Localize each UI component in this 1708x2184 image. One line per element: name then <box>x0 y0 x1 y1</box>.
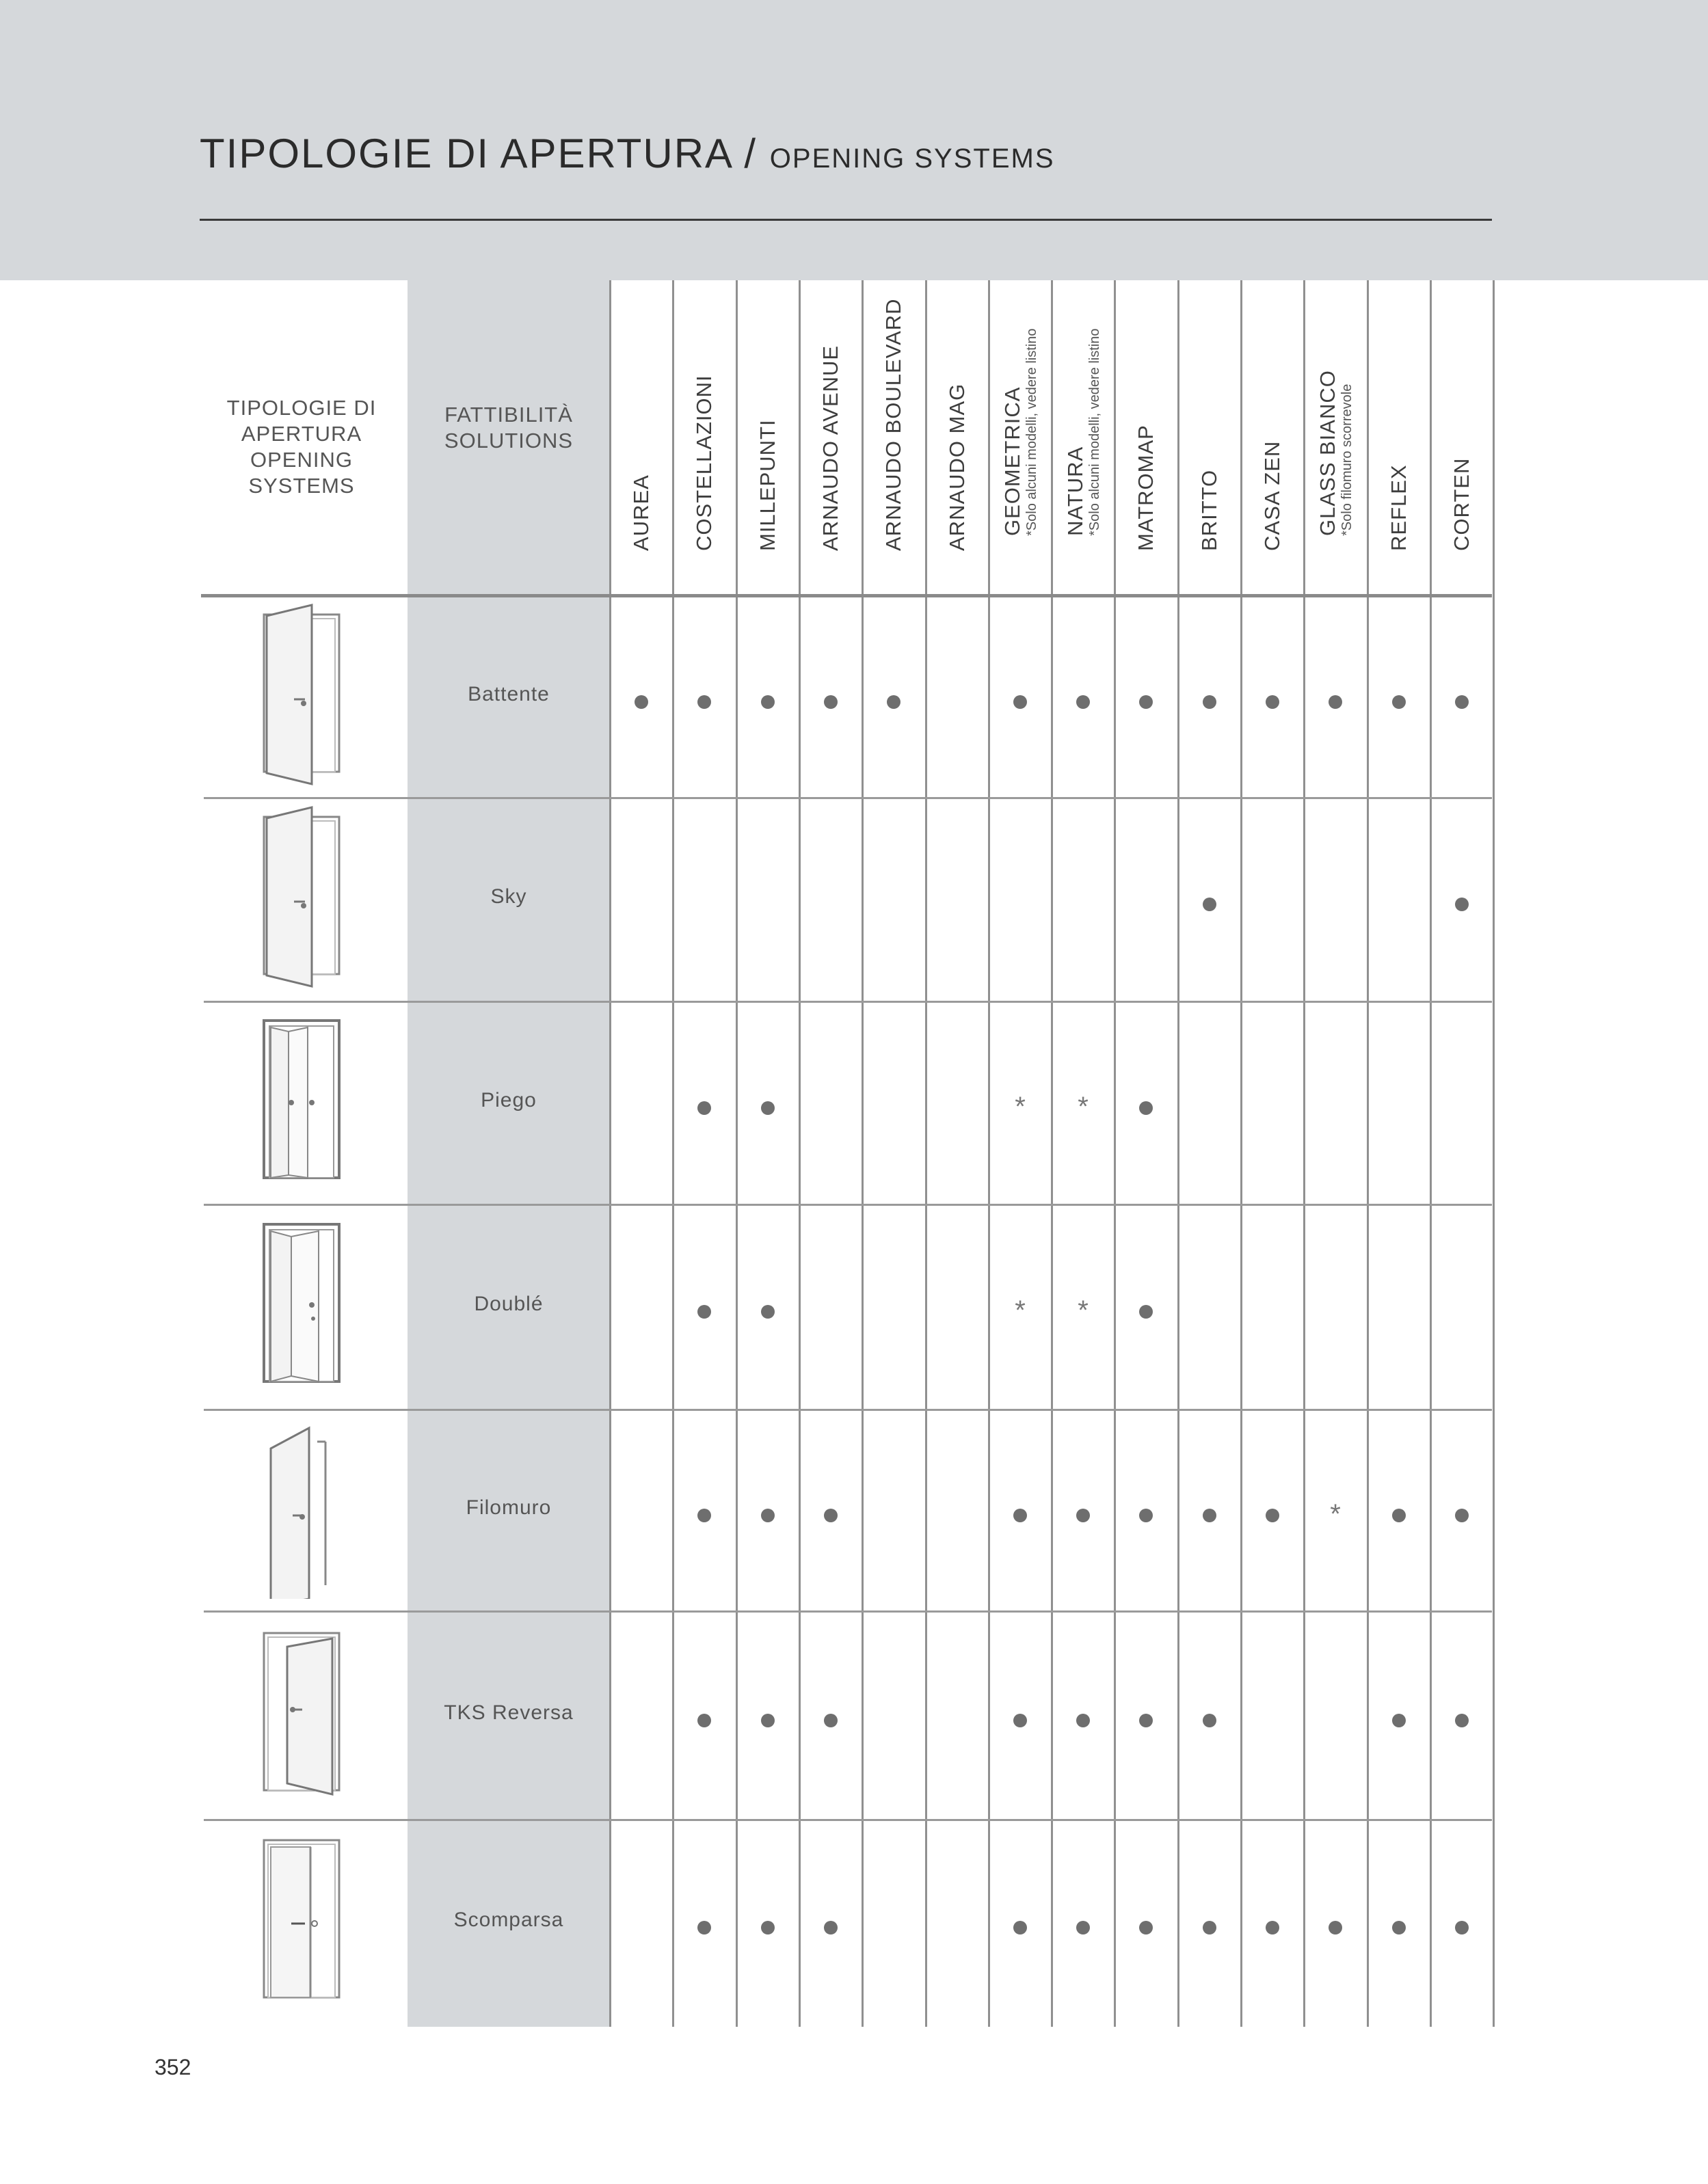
availability-dot <box>799 1500 862 1528</box>
column-name: ARNAUDO MAG <box>945 383 969 551</box>
solutions-column-band <box>408 280 610 2027</box>
availability-dot <box>1367 687 1430 714</box>
solutions-header <box>408 402 610 454</box>
availability-dot <box>1178 1706 1241 1733</box>
column-name: GEOMETRICA <box>1000 386 1024 536</box>
availability-dot <box>1052 687 1115 714</box>
column-header <box>1241 301 1304 574</box>
availability-dot <box>673 1500 736 1528</box>
reverse-door-icon <box>257 1619 346 1804</box>
column-header <box>862 298 925 574</box>
column-header-text <box>1064 329 1102 537</box>
title-sub: OPENING SYSTEMS <box>769 144 1055 174</box>
availability-dot <box>673 1913 736 1940</box>
page-number: 352 <box>155 2055 191 2079</box>
opening-type-label: Filomuro <box>466 1496 552 1519</box>
column-header-text <box>819 345 842 551</box>
folding-door-icon <box>257 1007 346 1191</box>
availability-dot <box>1052 1706 1115 1733</box>
availability-dot <box>673 1297 736 1324</box>
solutions-header-line: SOLUTIONS <box>444 429 574 453</box>
column-header <box>1430 301 1493 574</box>
column-header-text <box>1387 464 1411 551</box>
availability-dot <box>1178 1913 1241 1940</box>
availability-dot <box>799 687 862 714</box>
availability-dot <box>736 1093 799 1120</box>
column-header <box>799 301 862 574</box>
opening-type-label: Doublé <box>474 1293 544 1315</box>
column-name: ARNAUDO AVENUE <box>818 345 842 551</box>
availability-dot <box>1052 1500 1115 1528</box>
column-header-text <box>1450 458 1473 551</box>
column-header-text <box>882 298 905 551</box>
column-header-text <box>1198 470 1221 551</box>
row-divider <box>204 1819 1492 1821</box>
column-note: *Solo filomuro scorrevole <box>1339 383 1355 536</box>
column-header-text <box>1316 370 1355 536</box>
double-folding-door-icon <box>257 1211 346 1395</box>
title-main: TIPOLOGIE DI APERTURA / <box>200 131 770 176</box>
partial-availability-star: * <box>1078 1092 1089 1122</box>
availability-dot <box>1178 687 1241 714</box>
availability-dot <box>862 687 925 714</box>
opening-type-label: Piego <box>481 1089 537 1111</box>
column-note: *Solo alcuni modelli, vedere listino <box>1024 328 1039 536</box>
column-name: GLASS BIANCO <box>1316 370 1339 536</box>
column-name: CORTEN <box>1450 457 1473 551</box>
availability-dot <box>673 1093 736 1120</box>
availability-dot <box>1430 1706 1493 1733</box>
column-name: REFLEX <box>1387 464 1411 551</box>
opening-type-label: Battente <box>468 683 550 705</box>
hinged-door-icon <box>257 601 346 785</box>
availability-dot <box>1430 687 1493 714</box>
partial-availability-star: * <box>1078 1295 1089 1325</box>
page-title <box>200 130 1055 177</box>
availability-dot <box>1241 687 1304 714</box>
hinged-door-icon <box>257 803 346 988</box>
availability-dot <box>736 1297 799 1324</box>
column-header <box>1178 301 1241 574</box>
availability-dot <box>1115 1500 1177 1528</box>
partial-availability-star: * <box>1330 1499 1341 1529</box>
row-divider <box>204 1204 1492 1206</box>
column-header <box>989 301 1052 574</box>
solutions-header-line: FATTIBILITÀ <box>444 403 573 427</box>
partial-availability-star: * <box>1015 1092 1026 1122</box>
column-header-text <box>756 419 779 551</box>
availability-dot <box>989 687 1052 714</box>
availability-dot <box>1367 1913 1430 1940</box>
column-header <box>610 301 673 574</box>
column-header-text <box>1001 329 1039 537</box>
availability-dot <box>1178 1500 1241 1528</box>
left-header-line: APERTURA <box>241 422 362 446</box>
availability-dot <box>1367 1500 1430 1528</box>
column-name: MATROMAP <box>1134 424 1158 551</box>
availability-dot <box>989 1913 1052 1940</box>
column-name: MILLEPUNTI <box>756 419 779 551</box>
column-header <box>736 301 799 574</box>
flush-door-icon <box>257 1414 346 1599</box>
availability-dot <box>736 687 799 714</box>
left-header-line: TIPOLOGIE DI <box>226 396 377 420</box>
row-divider <box>204 1409 1492 1411</box>
column-header-text <box>693 375 716 551</box>
opening-type-label: TKS Reversa <box>444 1701 574 1724</box>
column-name: BRITTO <box>1197 469 1221 551</box>
column-header-text <box>946 383 969 551</box>
availability-dot <box>1115 1093 1177 1120</box>
column-header-text <box>1261 441 1284 551</box>
title-rule <box>200 219 1492 221</box>
column-name: CASA ZEN <box>1260 440 1284 551</box>
column-name: COSTELLAZIONI <box>692 375 716 551</box>
availability-dot <box>1115 687 1177 714</box>
column-header-text <box>1134 424 1158 551</box>
availability-dot <box>736 1500 799 1528</box>
column-name: NATURA <box>1063 446 1087 536</box>
availability-dot <box>736 1706 799 1733</box>
opening-systems-header <box>202 395 401 499</box>
column-note: *Solo alcuni modelli, vedere listino <box>1087 328 1102 536</box>
availability-dot <box>736 1913 799 1940</box>
availability-dot <box>989 1706 1052 1733</box>
column-header-text <box>630 474 653 551</box>
availability-dot <box>989 1500 1052 1528</box>
column-header <box>1115 301 1177 574</box>
column-header <box>926 301 989 574</box>
availability-dot <box>1430 889 1493 917</box>
availability-dot <box>1367 1706 1430 1733</box>
column-header <box>1052 301 1115 574</box>
pocket-door-icon <box>257 1826 346 2011</box>
availability-dot <box>610 687 673 714</box>
column-header <box>1367 301 1430 574</box>
availability-dot <box>1178 889 1241 917</box>
availability-dot <box>1241 1500 1304 1528</box>
availability-dot <box>1115 1706 1177 1733</box>
availability-dot <box>673 687 736 714</box>
availability-dot <box>1052 1913 1115 1940</box>
availability-dot <box>1430 1913 1493 1940</box>
availability-dot <box>1430 1500 1493 1528</box>
availability-dot <box>1304 687 1367 714</box>
opening-type-label: Sky <box>490 885 527 908</box>
row-divider <box>204 1610 1492 1613</box>
header-rule <box>201 594 1492 597</box>
column-name: ARNAUDO BOULEVARD <box>881 298 905 551</box>
row-divider <box>204 1001 1492 1003</box>
column-name: AUREA <box>629 474 653 551</box>
availability-dot <box>1115 1297 1177 1324</box>
availability-dot <box>799 1706 862 1733</box>
availability-dot <box>1241 1913 1304 1940</box>
left-header-line: OPENING SYSTEMS <box>248 448 355 498</box>
column-header <box>673 301 736 574</box>
partial-availability-star: * <box>1015 1295 1026 1325</box>
availability-dot <box>799 1913 862 1940</box>
opening-type-label: Scomparsa <box>453 1909 564 1931</box>
availability-dot <box>1115 1913 1177 1940</box>
column-header <box>1304 301 1367 574</box>
row-divider <box>204 797 1492 799</box>
availability-dot <box>1304 1913 1367 1940</box>
availability-dot <box>673 1706 736 1733</box>
